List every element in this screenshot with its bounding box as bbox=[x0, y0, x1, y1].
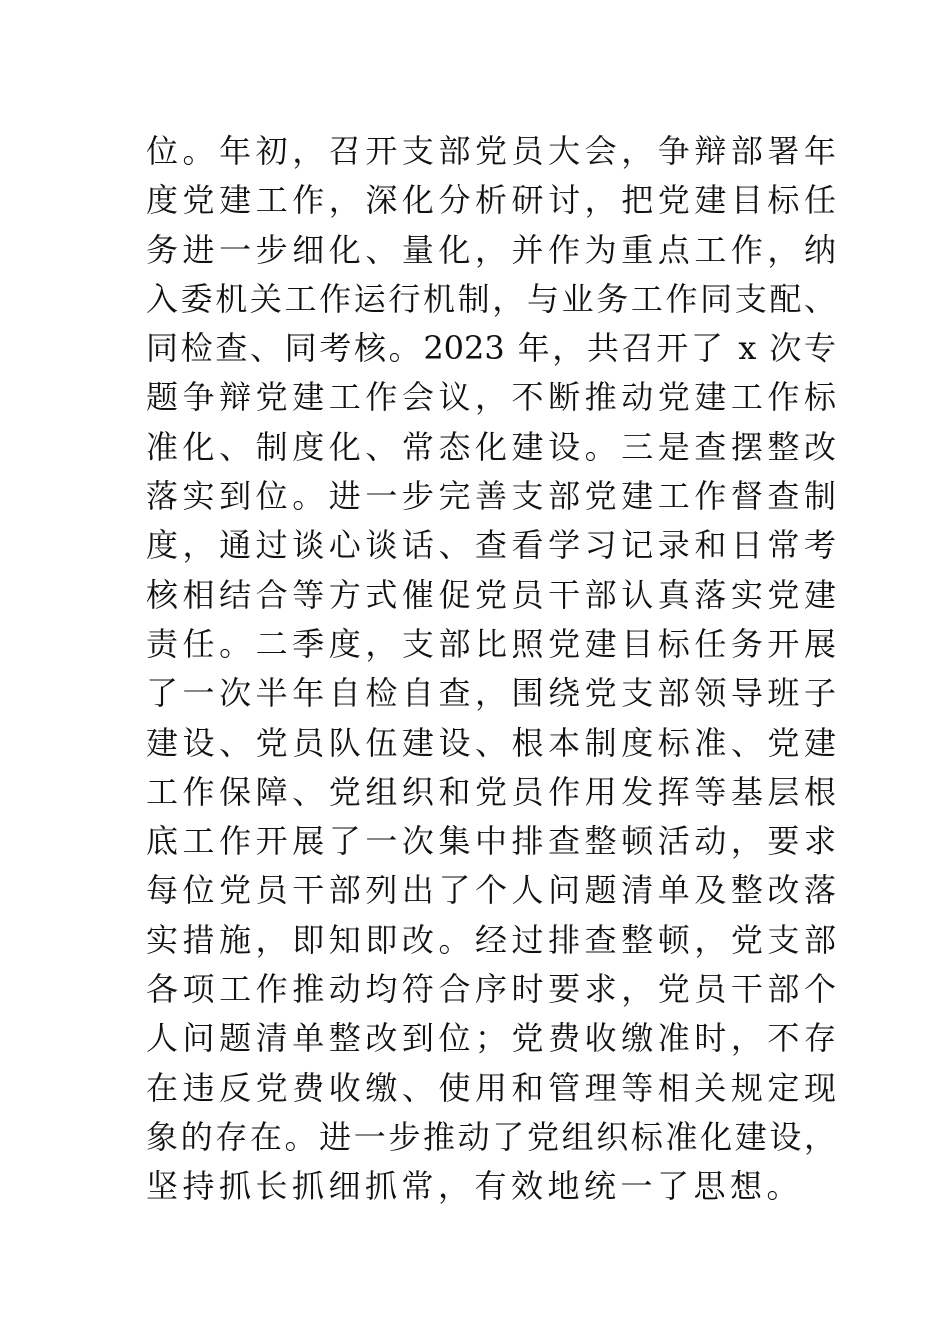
text-line: 准化、制度化、常态化建设。三是查摆整改 bbox=[146, 427, 836, 466]
text-line-last: 坚持抓长抓细抓常，有效地统一了思想。 bbox=[146, 1167, 804, 1206]
text-line: 核相结合等方式催促党员干部认真落实党建 bbox=[146, 575, 836, 614]
text-line: 位。年初，召开支部党员大会，争辩部署年 bbox=[146, 132, 836, 170]
text-line: 责任。二季度，支部比照党建目标任务开展 bbox=[146, 624, 836, 663]
text-line: 了一次半年自检自查，围绕党支部领导班子 bbox=[146, 674, 836, 713]
text-line: 题争辩党建工作会议，不断推动党建工作标 bbox=[146, 378, 836, 417]
text-line: 底工作开展了一次集中排查整顿活动，要求 bbox=[146, 822, 836, 861]
text-line: 落实到位。进一步完善支部党建工作督查制 bbox=[146, 477, 836, 516]
text-line: 象的存在。进一步推动了党组织标准化建设， bbox=[146, 1117, 836, 1156]
text-line: 在违反党费收缴、使用和管理等相关规定现 bbox=[146, 1068, 836, 1107]
text-line: 务进一步细化、量化，并作为重点工作，纳 bbox=[146, 230, 836, 269]
text-line: 同检查、同考核。2023 年，共召开了 x 次专 bbox=[146, 329, 836, 368]
text-line: 建设、党员队伍建设、根本制度标准、党建 bbox=[146, 723, 836, 762]
text-line: 入委机关工作运行机制，与业务工作同支配、 bbox=[146, 279, 836, 318]
text-line: 每位党员干部列出了个人问题清单及整改落 bbox=[146, 871, 836, 910]
text-line: 人问题清单整改到位；党费收缴准时，不存 bbox=[146, 1019, 836, 1058]
text-line: 度，通过谈心谈话、查看学习记录和日常考 bbox=[146, 526, 836, 565]
text-line: 实措施，即知即改。经过排查整顿，党支部 bbox=[146, 920, 836, 959]
body-paragraph bbox=[146, 127, 836, 1212]
text-line: 工作保障、党组织和党员作用发挥等基层根 bbox=[146, 772, 836, 811]
text-line: 各项工作推动均符合序时要求，党员干部个 bbox=[146, 970, 836, 1009]
text-line: 度党建工作，深化分析研讨，把党建目标任 bbox=[146, 181, 836, 220]
